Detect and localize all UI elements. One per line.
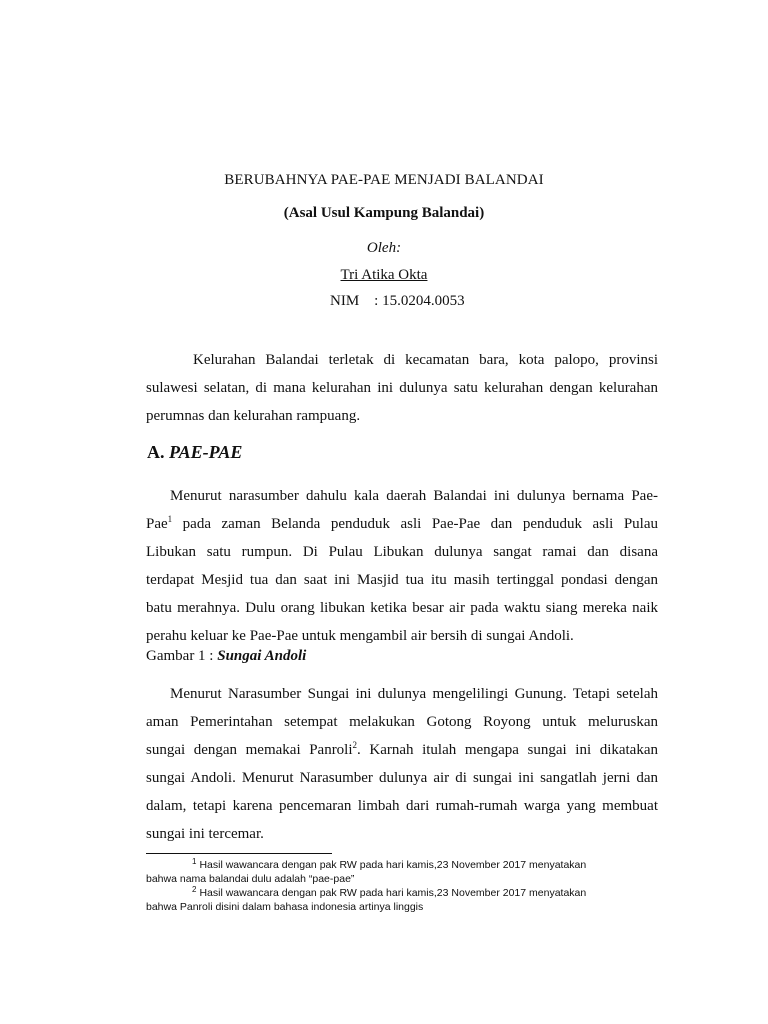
student-id [330, 293, 465, 310]
paragraph-line: perahu keluar ke Pae-Pae untuk mengambil air bersih di sungai Andoli. [146, 628, 574, 644]
paragraph-line: dalam, tetapi karena pencemaran limbah dari rumah-rumah warga yang membuat [146, 798, 658, 814]
paragraph-line [146, 736, 658, 764]
footnote-number: 2 [192, 884, 197, 894]
footnote-ref-2[interactable]: 2 [352, 740, 358, 750]
paragraph-line: terdapat Mesjid tua dan saat ini Masjid tua itu masih tertinggal pondasi dengan [146, 572, 658, 588]
figure-title: Sungai Andoli [217, 648, 307, 664]
nim-value: : 15.0204.0053 [374, 293, 465, 309]
text-run: Pae [146, 516, 168, 532]
paragraph-line: Menurut Narasumber Sungai ini dulunya mengelilingi Gunung. Tetapi setelah [170, 686, 658, 702]
paragraph-line: sungai Andoli. Menurut Narasumber dulunya air di sungai ini sangatlah jerni dan [146, 770, 658, 786]
document-title: BERUBAHNYA PAE-PAE MENJADI BALANDAI [224, 172, 544, 188]
footnotes [146, 858, 666, 914]
intro-line: perumnas dan kelurahan rampuang. [146, 408, 361, 424]
footnote-ref-1[interactable]: 1 [167, 514, 173, 524]
text-run: . Karnah itulah mengapa sungai ini dikatakan [357, 742, 658, 758]
intro-line: Kelurahan Balandai terletak di kecamatan bara, kota palopo, provinsi [193, 352, 658, 368]
paragraph-line: sungai ini tercemar. [146, 826, 264, 842]
footnote-2-continued: bahwa Panroli disini dalam bahasa indonesia artinya linggis [146, 901, 424, 913]
by-label: Oleh: [366, 240, 402, 256]
footnote-text: Hasil wawancara dengan pak RW pada hari kamis,23 November 2017 menyatakan [199, 859, 587, 871]
intro-line: sulawesi selatan, di mana kelurahan ini dulunya satu kelurahan dengan kelurahan [146, 380, 658, 396]
paragraph-line: Menurut narasumber dahulu kala daerah Balandai ini dulunya bernama Pae- [170, 488, 658, 504]
text-run: pada zaman Belanda penduduk asli Pae-Pae dan penduduk asli Pulau [172, 516, 658, 532]
paragraph-line: batu merahnya. Dulu orang libukan ketika besar air pada waktu siang mereka naik [146, 600, 658, 616]
footnote-number: 1 [192, 856, 197, 866]
document-subtitle: (Asal Usul Kampung Balandai) [283, 205, 485, 221]
intro-paragraph [146, 346, 658, 430]
paragraph-line: aman Pemerintahan setempat melakukan Gotong Royong untuk meluruskan [146, 714, 658, 730]
paragraph-line: Libukan satu rumpun. Di Pulau Libukan dulunya sangat ramai dan disana [146, 544, 658, 560]
section-heading [147, 442, 242, 463]
footnote-2 [146, 886, 666, 900]
figure-label: Gambar 1 : [146, 648, 218, 664]
author-name-text: Tri Atika Okta [340, 267, 428, 283]
footnote-1-continued: bahwa nama balandai dulu adalah “pae-pae” [146, 873, 355, 885]
paragraph-line [146, 510, 658, 538]
author-name [0, 267, 768, 284]
paragraph-sungai [146, 680, 658, 848]
section-prefix: A. [147, 442, 165, 462]
text-run: sungai dengan memakai Panroli [146, 742, 353, 758]
paragraph-pae-pae [146, 482, 658, 650]
nim-label: NIM [330, 293, 360, 309]
section-title: PAE-PAE [169, 442, 243, 462]
footnote-text: Hasil wawancara dengan pak RW pada hari kamis,23 November 2017 menyatakan [199, 887, 587, 899]
figure-caption [146, 648, 306, 665]
footnote-divider [146, 853, 332, 854]
footnote-1 [146, 858, 666, 872]
